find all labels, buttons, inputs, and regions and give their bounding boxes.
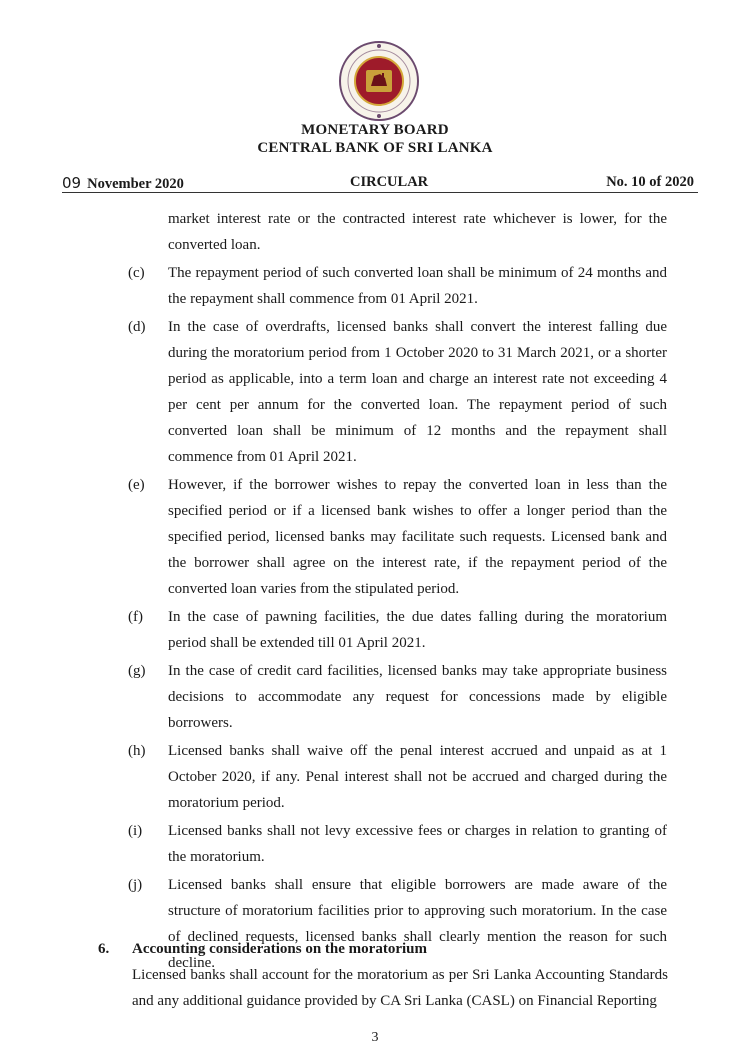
body-text [0, 206, 750, 976]
list-item [128, 604, 667, 656]
section-body: Licensed banks shall account for the moratorium as per Sri Lanka Accounting Standards and any additional guidance provided by CA Sri Lanka (CASL) on Financial Reporting [132, 967, 668, 1009]
handwritten-day: 09 [62, 174, 82, 192]
section-title: Accounting considerations on the moratorium [132, 941, 427, 957]
list-item-label: (i) [128, 823, 143, 839]
list-item-label: (j) [128, 877, 143, 893]
list-item-label: (f) [128, 609, 143, 625]
list-item [128, 472, 667, 602]
list-item-label: (g) [128, 663, 146, 679]
circular-type: CIRCULAR [350, 174, 429, 190]
list-item [128, 314, 667, 470]
list-item-text: Licensed banks shall waive off the penal interest accrued and unpaid as at 1 October 2020, if any. Penal interest shall not be accrued and charged during the moratorium period. [168, 743, 667, 811]
list-item-text: The repayment period of such converted loan shall be minimum of 24 months and the repayment shall commence from 01 April 2021. [168, 265, 667, 307]
list-item [128, 818, 667, 870]
central-bank-seal-logo [338, 40, 420, 122]
list-item [128, 260, 667, 312]
list-item-text: In the case of credit card facilities, licensed banks may take appropriate business decisions to accommodate any request for concessions made by eligible borrowers. [168, 663, 667, 731]
list-item-text: In the case of overdrafts, licensed banks shall convert the interest falling due during the moratorium period from 1 October 2020 to 31 March 2021, or a shorter period as applicable, into a term loan and charge an interest rate not exceeding 4 per cent per annum for the converted loan. The repayment period of such converted loan shall be minimum of 12 months and the repayment shall commence from 01 April 2021. [168, 319, 667, 465]
continuation-text: market interest rate or the contracted interest rate whichever is lower, for the converted loan. [168, 211, 667, 253]
list-item [128, 658, 667, 736]
date-month-year: November 2020 [87, 176, 184, 192]
page-number: 3 [371, 1030, 379, 1045]
header-line-2: CENTRAL BANK OF SRI LANKA [257, 140, 493, 156]
section-6 [98, 936, 668, 1014]
list-item-label: (h) [128, 743, 146, 759]
circular-number: No. 10 of 2020 [606, 174, 694, 190]
list-item-text: In the case of pawning facilities, the due dates falling during the moratorium period shall be extended till 01 April 2021. [168, 609, 667, 651]
list-item-label: (e) [128, 477, 145, 493]
list-item-text: Licensed banks shall not levy excessive fees or charges in relation to granting of the moratorium. [168, 823, 667, 865]
header-line-1: MONETARY BOARD [301, 122, 449, 138]
list-item-text: Licensed banks shall ensure that eligible borrowers are made aware of the structure of moratorium facilities prior to approving such moratorium. In the case of declined requests, licensed banks shall clearly mention the reason for such decline. [168, 877, 667, 971]
circular-reference-row [62, 174, 698, 193]
list-item [128, 738, 667, 816]
list-item-text: However, if the borrower wishes to repay the converted loan in less than the specified period or if a licensed bank wishes to offer a longer period than the specified period, licensed banks may facilitate such requests. Licensed bank and the borrower shall agree on the interest rate, if the repayment period of the converted loan varies from the stipulated period. [168, 477, 667, 597]
list-item-label: (c) [128, 265, 145, 281]
section-number: 6. [98, 941, 110, 957]
list-item-label: (d) [128, 319, 146, 335]
continuation-paragraph [168, 206, 667, 258]
circular-date [62, 174, 184, 193]
